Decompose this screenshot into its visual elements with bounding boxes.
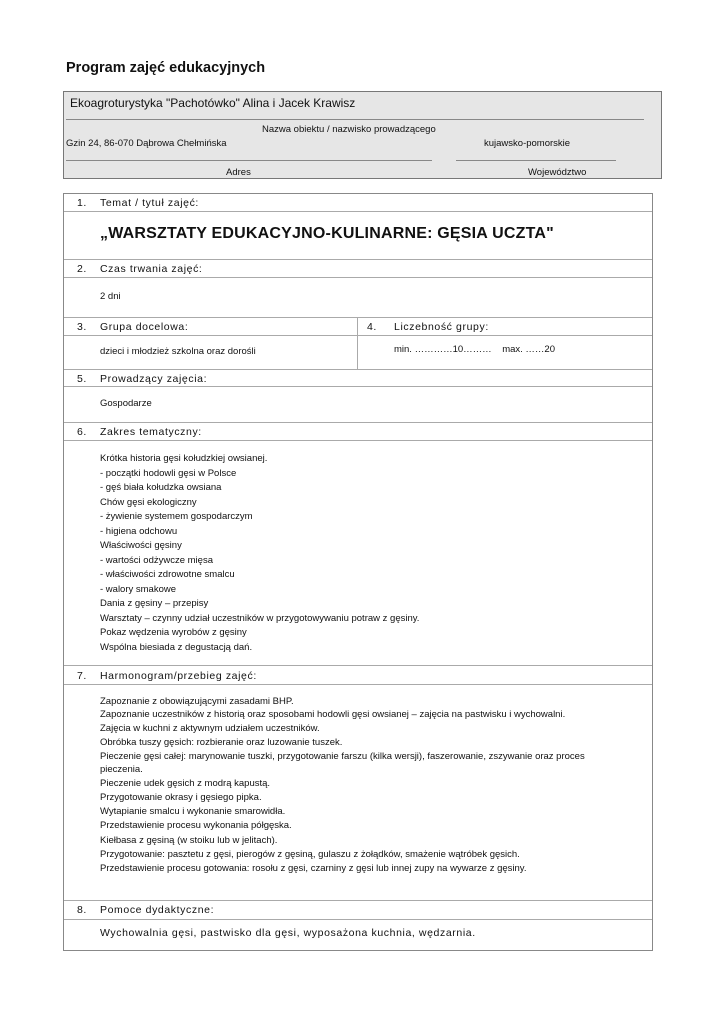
list-item: Warsztaty – czynny udział uczestników w przygotowywaniu potraw z gęsiny. [100, 612, 420, 624]
list-item: - wartości odżywcze mięsa [100, 554, 213, 566]
header-box [63, 91, 662, 179]
divider [64, 369, 652, 370]
section-7-number: 7. [77, 670, 87, 682]
section-6-label: Zakres tematyczny: [100, 426, 202, 438]
section-8-value: Wychowalnia gęsi, pastwisko dla gęsi, wyposażona kuchnia, wędzarnia. [100, 927, 476, 939]
program-table [63, 193, 653, 951]
list-item: Przedstawienie procesu wykonania półgęska. [100, 820, 292, 832]
list-item: Obróbka tuszy gęsich: rozbieranie oraz luzowanie tuszek. [100, 737, 343, 749]
list-item: pieczenia. [100, 763, 143, 775]
list-item: - walory smakowe [100, 583, 177, 595]
section-1-label: Temat / tytuł zajęć: [100, 197, 199, 209]
list-item: Kiełbasa z gęsiną (w stoiku lub w jelitach). [100, 834, 278, 846]
divider [64, 386, 652, 387]
list-item: Przedstawienie procesu gotowania: rosołu z gęsi, czarniny z gęsi lub innej zupy na wywarze z gęsiny. [100, 863, 527, 875]
section-8-number: 8. [77, 904, 87, 916]
section-3-label: Grupa docelowa: [100, 321, 189, 333]
divider [64, 900, 652, 901]
voivodeship-caption: Województwo [528, 167, 587, 178]
section-5-value: Gospodarze [100, 398, 152, 409]
section-1-title: „WARSZTATY EDUKACYJNO-KULINARNE: GĘSIA UCZTA" [100, 225, 554, 242]
object-name: Ekoagroturystyka "Pachotówko" Alina i Jacek Krawisz [70, 96, 356, 110]
list-item: Przygotowanie: pasztetu z gęsi, pierogów z gęsiną, gulaszu z żołądków, smażenie wątróbek gęsich. [100, 848, 520, 860]
divider [64, 422, 652, 423]
list-item: - początki hodowli gęsi w Polsce [100, 467, 237, 479]
list-item: - żywienie systemem gospodarczym [100, 511, 253, 522]
divider [64, 317, 652, 318]
section-2-label: Czas trwania zajęć: [100, 263, 203, 275]
divider [64, 684, 652, 685]
list-item: Właściwości gęsiny [100, 540, 182, 551]
list-item: - gęś biała kołudzka owsiana [100, 482, 222, 493]
list-item: Chów gęsi ekologiczny [100, 496, 197, 508]
section-6-number: 6. [77, 426, 87, 438]
section-4-value: min. …………10……… max. ……20 [394, 344, 556, 355]
list-item: - właściwości zdrowotne smalcu [100, 569, 235, 580]
list-item: Krótka historia gęsi kołudzkiej owsianej. [100, 453, 268, 464]
section-2-number: 2. [77, 263, 87, 275]
list-item: Wytapianie smalcu i wykonanie smarowidła. [100, 806, 286, 818]
divider [64, 665, 652, 666]
divider [64, 259, 652, 260]
divider [64, 440, 652, 441]
list-item: Zapoznanie z obowiązującymi zasadami BHP. [100, 696, 294, 707]
list-item: - higiena odchowu [100, 525, 178, 537]
divider [357, 317, 358, 369]
list-item: Wspólna biesiada z degustacją dań. [100, 641, 253, 653]
section-5-number: 5. [77, 373, 87, 385]
page-title: Program zajęć edukacyjnych [66, 60, 266, 76]
address-caption: Adres [226, 167, 251, 178]
divider [64, 919, 652, 920]
voivodeship-value: kujawsko-pomorskie [484, 138, 571, 149]
section-3-number: 3. [77, 321, 87, 333]
divider [64, 211, 652, 212]
section-5-label: Prowadzący zajęcia: [100, 373, 208, 385]
address-value: Gzin 24, 86-070 Dąbrowa Chełmińska [66, 138, 227, 149]
section-7-list [100, 696, 585, 876]
list-item: Dania z gęsiny – przepisy [100, 598, 209, 609]
list-item: Pieczenie udek gęsich z modrą kapustą. [100, 777, 271, 789]
divider [456, 160, 616, 161]
list-item: Pieczenie gęsi całej: marynowanie tuszki, przygotowanie farszu (kilka wersji), faszerowanie, zszywanie oraz proces [100, 750, 585, 762]
divider [64, 277, 652, 278]
list-item: Zajęcia w kuchni z aktywnym udziałem uczestników. [100, 723, 320, 735]
object-caption: Nazwa obiektu / nazwisko prowadzącego [262, 124, 436, 135]
section-4-number: 4. [367, 321, 377, 333]
section-1-number: 1. [77, 197, 87, 209]
section-7-label: Harmonogram/przebieg zajęć: [100, 670, 257, 682]
list-item: Zapoznanie uczestników z historią oraz sposobami hodowli gęsi owsianej – zajęcia na pastwisku i wychowalni. [100, 709, 566, 720]
divider [66, 119, 644, 120]
section-3-value: dzieci i młodzież szkolna oraz dorośli [100, 346, 256, 357]
list-item: Przygotowanie okrasy i gęsiego pipka. [100, 792, 262, 804]
list-item: Pokaz wędzenia wyrobów z gęsiny [100, 627, 247, 638]
section-2-value: 2 dni [100, 291, 121, 302]
section-6-list [100, 452, 419, 655]
divider [64, 335, 652, 336]
section-8-label: Pomoce dydaktyczne: [100, 904, 215, 916]
section-4-label: Liczebność grupy: [394, 321, 489, 333]
divider [66, 160, 432, 161]
